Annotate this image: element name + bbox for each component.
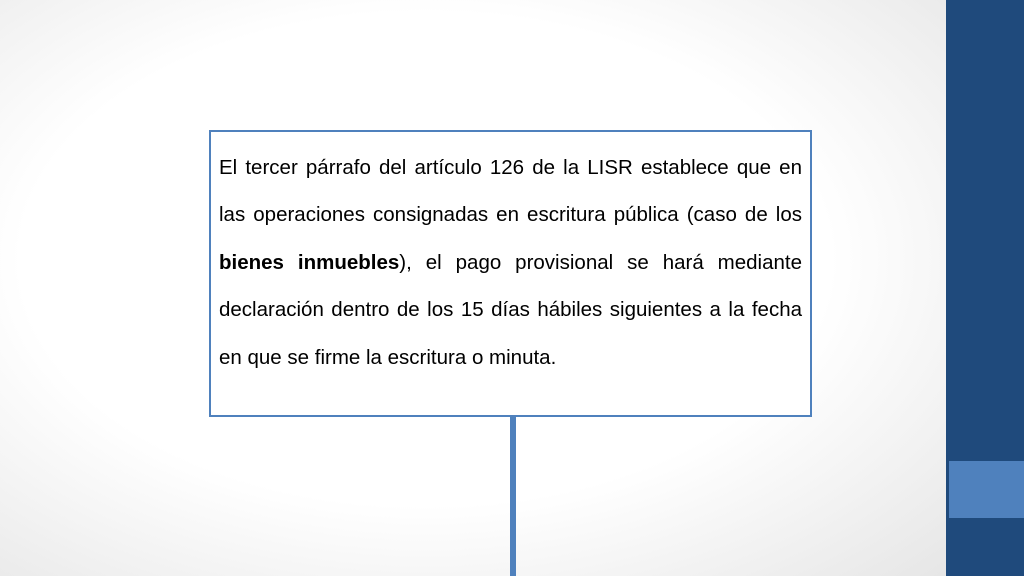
connector-line — [510, 412, 516, 576]
text-box — [209, 130, 812, 417]
body-paragraph — [219, 144, 802, 381]
paragraph-bold-term: bienes inmuebles — [219, 250, 400, 274]
right-sidebar-accent-block — [949, 461, 1024, 518]
paragraph-text-part2: ), el pago provisional se hará mediante declaración dentro de los 15 días hábiles siguientes a la fecha en que se firme la escritura o minuta. — [219, 250, 803, 369]
paragraph-text-part1: El tercer párrafo del artículo 126 de la LISR establece que en las operaciones consignadas en escritura pública (caso de los — [219, 156, 802, 227]
